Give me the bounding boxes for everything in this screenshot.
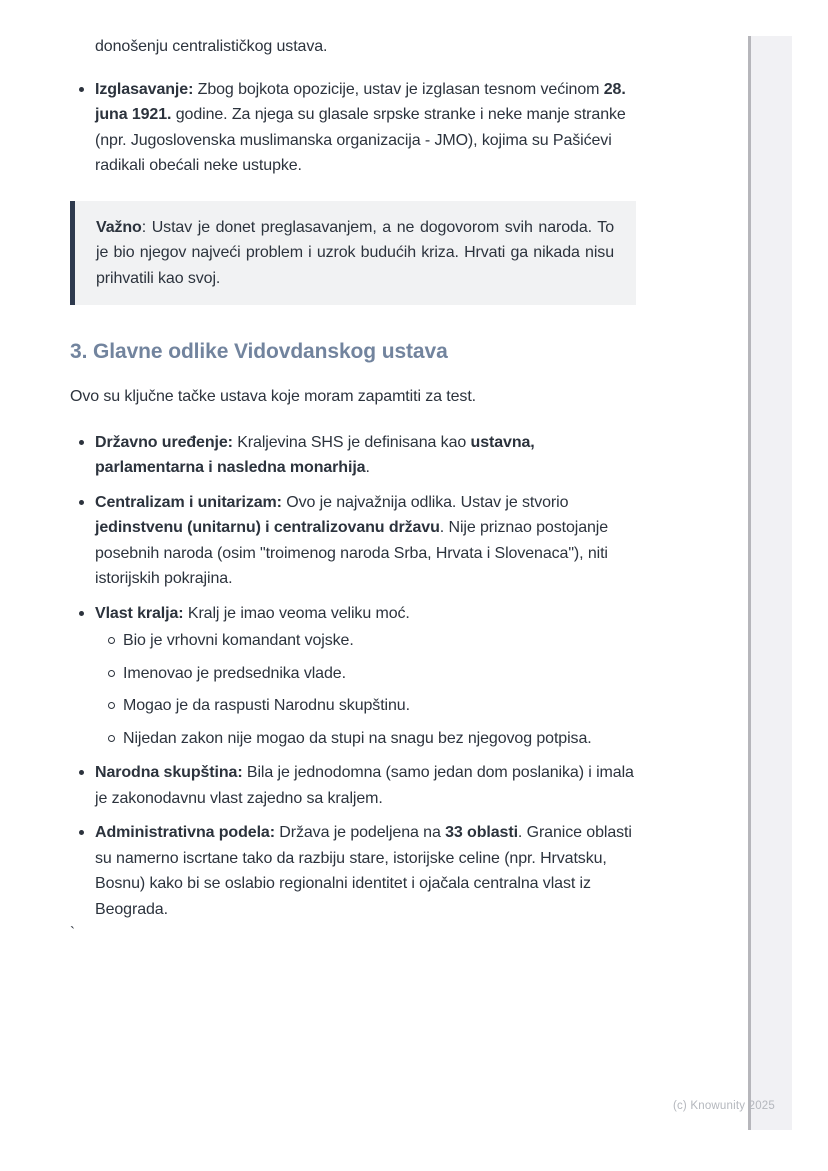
list-item-text: Administrativna podela: Država je podeljena na 33 oblasti. Granice oblasti su namerno iscrtane tako da razbiju stare, istorijske celine (npr. Hrvatsku, Bosnu) kako bi se oslabio regionalni identitet i ojačala centralna vlast iz Beograda. bbox=[95, 824, 632, 918]
sublist-item-text: Bio je vrhovni komandant vojske. bbox=[123, 632, 354, 649]
circle-bullet-icon bbox=[108, 670, 115, 677]
bullet-list-main bbox=[70, 430, 636, 923]
list-item-text: Izglasavanje: Zbog bojkota opozicije, ustav je izglasan tesnom većinom 28. juna 1921. godine. Za njega su glasale srpske stranke i neke manje stranke (npr. Jugoslovenska muslimanska organizacija - JMO), kojima su Pašićevi radikali obećali neke ustupke. bbox=[95, 80, 626, 174]
list-item-assembly bbox=[70, 760, 636, 811]
sublist-item-text: Nijedan zakon nije mogao da stupi na snagu bez njegovog potpisa. bbox=[123, 729, 592, 747]
list-item-vote bbox=[70, 77, 636, 179]
section-intro: Ovo su ključne tačke ustava koje moram zapamtiti za test. bbox=[70, 388, 477, 405]
bullet-list-top bbox=[70, 77, 636, 179]
paragraph-continuation: donošenju centralističkog ustava. bbox=[95, 38, 328, 55]
circle-bullet-icon bbox=[108, 702, 115, 709]
list-item-text: Centralizam i unitarizam: Ovo je najvažnija odlika. Ustav je stvorio jedinstvenu (unitarnu) i centralizovanu državu. Nije priznao postojanje posebnih naroda (osim "troimenog naroda Srba, Hrvata i Slovenaca"), niti istorijskih pokrajina. bbox=[95, 493, 609, 587]
bullet-icon bbox=[79, 440, 84, 445]
list-item-centralism bbox=[70, 490, 636, 592]
bullet-icon bbox=[79, 830, 84, 835]
bullet-icon bbox=[79, 87, 84, 92]
important-callout bbox=[70, 201, 636, 306]
section-heading: 3. Glavne odlike Vidovdanskog ustava bbox=[70, 340, 448, 363]
sublist-item bbox=[70, 661, 636, 687]
sublist-item bbox=[70, 628, 636, 654]
bullet-icon bbox=[79, 611, 84, 616]
callout-text: Važno: Ustav je donet preglasavanjem, a ne dogovorom svih naroda. To je bio njegov najveći problem i uzrok budućih kriza. Hrvati ga nikada nisu prihvatili kao svoj. bbox=[96, 218, 614, 287]
list-item-administration bbox=[70, 820, 636, 922]
next-page-edge bbox=[748, 36, 792, 1130]
list-item-text: Narodna skupština: Bila je jednodomna (samo jedan dom poslanika) i imala je zakonodavnu vlast zajedno sa kraljem. bbox=[95, 764, 634, 807]
list-item-text: Vlast kralja: Kralj je imao veoma veliku moć. bbox=[95, 604, 410, 622]
document-content bbox=[70, 34, 636, 931]
sublist-item-text: Mogao je da raspusti Narodnu skupštinu. bbox=[123, 697, 410, 714]
sublist-item bbox=[70, 693, 636, 719]
list-item-king bbox=[70, 601, 636, 752]
king-sublist bbox=[70, 628, 636, 751]
circle-bullet-icon bbox=[108, 735, 115, 742]
circle-bullet-icon bbox=[108, 637, 115, 644]
sublist-item bbox=[70, 726, 636, 752]
list-item-state bbox=[70, 430, 636, 481]
copyright-watermark: (c) Knowunity 2025 bbox=[672, 1100, 775, 1112]
list-item-text: Državno uređenje: Kraljevina SHS je definisana kao ustavna, parlamentarna i nasledna monarhija. bbox=[95, 433, 535, 476]
bullet-icon bbox=[79, 500, 84, 505]
stray-backtick: ` bbox=[70, 924, 75, 941]
sublist-item-text: Imenovao je predsednika vlade. bbox=[123, 664, 346, 682]
bullet-icon bbox=[79, 770, 84, 775]
